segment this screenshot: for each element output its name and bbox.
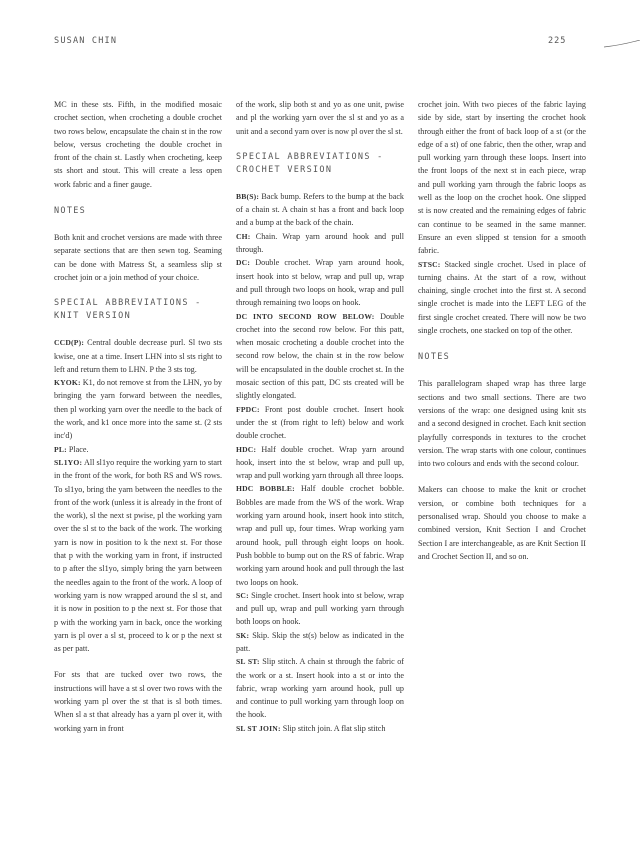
paragraph-gauge-tips: MC in these sts. Fifth, in the modified mosaic crochet section, when crocheting a double crochet two rows below, encapsulate the chain st in the row below, versus crocheting the double crochet in front of the chain st. Lastly when crocheting, keep sts short and stout. This will create a less open work fabric and a finer gauge. <box>54 100 222 189</box>
abbr-entry <box>236 256 404 309</box>
abbr-definition: Central double decrease purl. Sl two sts kwise, one at a time. Insert LHN into sl sts right to left and return them to LHN. P the 3 sts tog. <box>54 338 222 374</box>
page-edge-mark <box>604 40 640 48</box>
abbr-entry <box>418 258 586 338</box>
abbr-definition: Single crochet. Insert hook into st below, wrap and pull up, wrap and pull working yarn through both loops on hook. <box>236 590 404 627</box>
running-head: SUSAN CHIN <box>54 36 118 46</box>
abbr-entry <box>236 655 404 721</box>
abbr-term: KYOK: <box>54 378 81 388</box>
abbr-entry <box>236 190 404 230</box>
abbr-term: FPDC: <box>236 404 260 414</box>
abbr-entry <box>236 230 404 257</box>
abbr-entry <box>54 456 222 655</box>
abbr-term: SK: <box>236 630 250 640</box>
abbr-term: HDC: <box>236 444 257 454</box>
abbr-entry <box>54 336 222 376</box>
abbr-definition: Half double crochet. Wrap yarn around hook, insert into the st below, wrap and pull up, wrap and pull working yarn through all three loops. <box>236 444 404 481</box>
abbr-definition: Double crochet into the second row below. For this patt, when mosaic crocheting a double crochet into the second row below, the chain st in the row below will be encapsulated in the double crochet st. In the mosaic section of this patt, DC sts created will be slightly elongated. <box>236 311 405 401</box>
knit-abbreviations-heading: SPECIAL ABBREVIATIONS - KNIT VERSION <box>54 298 202 322</box>
abbr-definition: Skip. Skip the st(s) below as indicated in the patt. <box>236 630 404 653</box>
paragraph-tucked-stitches: For sts that are tucked over two rows, the instructions will have a st sl over two rows with the working yarn pl over the st that is sl both times. When sl a st that already has a yarn pl over it, with working yarn in front <box>54 670 222 733</box>
page-header <box>0 36 640 50</box>
paragraph-continued: of the work, slip both st and yo as one unit, pwise and pl the working yarn over the sl st and yo as a unit and a second yarn over is now pl over the sl st. <box>236 100 404 136</box>
abbr-term: CH: <box>236 231 251 241</box>
abbr-term: HDC BOBBLE: <box>236 484 295 494</box>
abbr-definition: Place. <box>66 444 89 454</box>
abbr-definition: Stacked single crochet. Used in place of turning chains. At the start of a row, without chaining, single crochet into the first st. A second single crochet is made into the LEFT LEG of the first single crochet created. There will now be two single crochets, one stacked on top of the other. <box>418 259 586 336</box>
notes-heading: NOTES <box>54 206 87 217</box>
abbr-definition: Half double crochet bobble. Bobbles are made from the WS of the work. Wrap working yarn around hook, insert hook into stitch, wrap and pull up, four times. Wrap working yarn around hook, pull through eight loops on hook. Push bobble to bump out on the RS of fabric. Wrap working yarn around hook and pull through the last two loops on hook. <box>236 484 404 587</box>
text-column-2 <box>236 98 404 735</box>
crochet-abbreviations-heading: SPECIAL ABBREVIATIONS - CROCHET VERSION <box>236 151 384 175</box>
page-number: 225 <box>548 36 567 46</box>
abbr-entry <box>236 310 404 403</box>
text-column-3 <box>418 98 586 576</box>
abbr-definition: Slip stitch. A chain st through the fabric of the work or a st. Insert hook into a st or into the fabric, wrap working yarn around hook, pull up and continue to pull working yarn through loop on the hook. <box>236 657 404 720</box>
abbr-definition: Back bump. Refers to the bump at the back of a chain st. A chain st has a front and back loop and a bump at the back of the chain. <box>236 191 404 228</box>
abbr-term: STSC: <box>418 259 441 269</box>
abbr-entry <box>54 376 222 442</box>
abbr-term: SL1YO: <box>54 457 83 467</box>
abbr-term: PL: <box>54 444 67 454</box>
abbr-entry <box>54 443 222 456</box>
abbr-entry <box>236 589 404 629</box>
abbr-entry <box>236 722 404 735</box>
abbr-definition: Double crochet. Wrap yarn around hook, insert hook into st below, wrap and pull up, wrap and pull through two loops on hook, wrap and pull through remaining two loops on hook. <box>236 258 404 308</box>
abbr-definition: Slip stitch join. A flat slip stitch <box>280 723 386 733</box>
abbr-definition: Chain. Wrap yarn around hook and pull through. <box>236 231 404 255</box>
abbr-entry <box>236 403 404 443</box>
abbr-definition: Front post double crochet. Insert hook under the st (from right to left) below and work double crochet. <box>236 404 404 441</box>
paragraph-combined-version: Makers can choose to make the knit or crochet version, or combine both techniques for a personalised wrap. Should you choose to make a combined version, Knit Section I and Crochet Section I are interchangeable, as are Knit Section II and Crochet Section II, and so on. <box>418 485 586 561</box>
abbr-entry <box>236 482 404 588</box>
abbr-term: CCD(P): <box>54 338 85 348</box>
paragraph-slip-stitch-join-continued: crochet join. With two pieces of the fabric laying side by side, start by inserting the crochet hook through either the front of back loop of a st (or the edge of a st) of one fabric, then the other, wrap and pull working yarn through these loops. Insert into the front loops of the next st in each piece, wrap and pull working yarn through the fabric loops as well as the loop on the crochet hook. One slipped st is now created and the remaining edges of fabric can continue to be seamed in the same manner. Ensure an even slipped st tension for a smooth fabric. <box>418 100 586 256</box>
abbr-entry <box>236 629 404 656</box>
paragraph-wrap-overview: This parallelogram shaped wrap has three large sections and two small sections. There are two versions of the wrap: one designed using knit sts and a second designed in crochet. Each knit section playfully corresponds in textures to the crochet version. The wrap starts with one colour, continues into two colours and ends with the second colour. <box>418 379 586 469</box>
paragraph-notes: Both knit and crochet versions are made with three separate sections that are then sewn tog. Seaming can be done with Matress St, a seamless slip st crochet join or a join method of your choice. <box>54 233 222 282</box>
abbr-entry <box>236 443 404 483</box>
abbr-term: BB(S): <box>236 191 260 201</box>
abbr-term: SL ST: <box>236 657 260 667</box>
notes-heading: NOTES <box>418 352 451 363</box>
abbr-term: SC: <box>236 590 249 600</box>
abbr-term: DC: <box>236 258 251 268</box>
abbr-term: SL ST JOIN: <box>236 723 281 733</box>
abbr-term: DC INTO SECOND ROW BELOW: <box>236 311 375 321</box>
abbr-definition: K1, do not remove st from the LHN, yo by bringing the yarn forward between the needles, then pl working yarn over the needle to the back of the work, and k1 once more into the same st. (2 sts inc'd) <box>54 378 222 441</box>
abbr-definition: All sl1yo require the working yarn to start in the front of the work, for both RS and WS rows. To sl1yo, bring the yarn between the needles to the front of the work (unless it is already in the front of the work), sl the next st pwise, pl the working yarn over the sl st to the back of the work. The working yarn is now in position to k the next st. For those that p with the working yarn in front, if instructed to p after the sl1yo, simply bring the yarn between the needles again to the front of the work. A loop of working yarn is now wrapped around the sl st, and it is now in position to p the next st. For those that p with the working yarn in back, once the working yarn is pl over a sl st, proceed to k or p the next st as per patt. <box>54 457 222 654</box>
text-column-1 <box>54 98 222 748</box>
